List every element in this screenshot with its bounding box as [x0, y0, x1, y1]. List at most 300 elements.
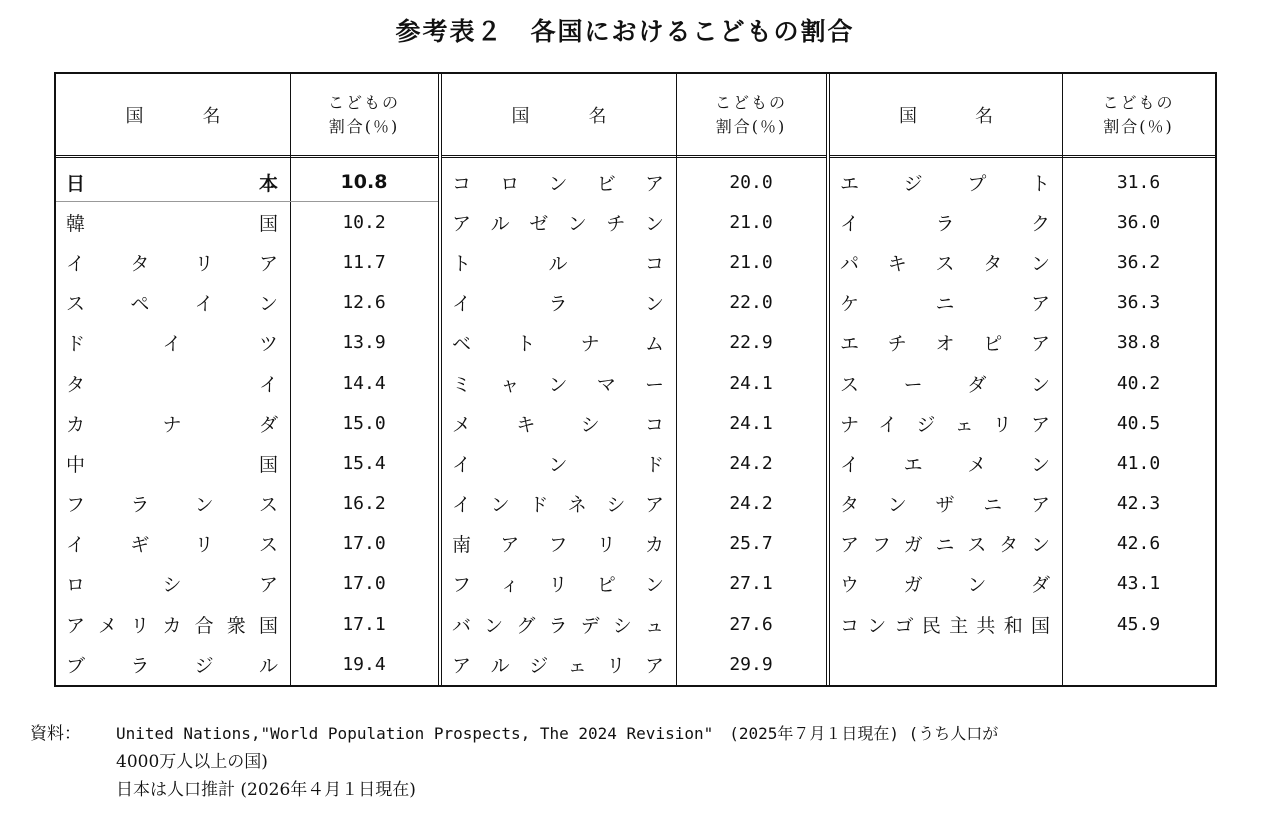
country-name-char: ド	[66, 333, 86, 356]
country-name-char: ピ	[983, 333, 1003, 356]
country-name	[66, 162, 278, 202]
country-name	[66, 524, 278, 564]
country-name	[452, 443, 664, 483]
header-ratio	[676, 74, 826, 155]
ratio-value: 15.4	[342, 452, 386, 474]
country-name-char: ア	[1030, 333, 1050, 356]
header-ratio-line: こどもの	[327, 92, 400, 112]
country-name-char: ダ	[1030, 574, 1050, 597]
country-name	[840, 403, 1050, 443]
header-country	[442, 74, 676, 155]
ratio-value: 20.0	[729, 171, 773, 193]
table-row	[830, 604, 1215, 644]
country-name-char: ロ	[66, 574, 86, 597]
country-name	[452, 644, 664, 684]
country-name-char: ン	[644, 574, 664, 597]
country-name-char: ギ	[130, 534, 150, 557]
ratio-value: 40.2	[1116, 372, 1161, 394]
ratio-value: 38.8	[1116, 332, 1161, 354]
table-row	[442, 443, 826, 483]
ratio-value: 24.1	[729, 372, 773, 394]
country-name-char: ア	[452, 212, 472, 235]
country-name	[452, 604, 664, 644]
country-name-char: ル	[490, 212, 510, 235]
country-name	[840, 242, 1050, 282]
table-row	[56, 564, 438, 604]
ratio-value: 24.2	[729, 452, 773, 474]
country-name	[66, 443, 278, 483]
country-name	[66, 283, 278, 323]
table-row	[56, 242, 438, 282]
country-name-char: チ	[887, 333, 907, 356]
header-country-char: 名	[202, 105, 221, 127]
country-name-char: ミ	[452, 373, 472, 396]
table-row	[830, 202, 1215, 242]
country-name-char: 民	[921, 614, 941, 637]
header-country-char: 国	[125, 105, 144, 127]
country-name	[452, 242, 664, 282]
country-name-char: ダ	[967, 373, 987, 396]
country-name-char: ナ	[162, 413, 182, 436]
country-name-char: ン	[1030, 252, 1050, 275]
country-name-char: ド	[529, 494, 549, 517]
table-row	[830, 524, 1215, 564]
ratio-value: 42.3	[1116, 493, 1161, 515]
country-name-char: ト	[1030, 172, 1050, 195]
column-header	[830, 74, 1215, 158]
country-name-char: ラ	[548, 293, 568, 316]
country-name-char: ル	[490, 654, 510, 677]
country-name-char: ャ	[500, 373, 520, 396]
country-name-char: ジ	[194, 654, 214, 677]
country-name-char: カ	[644, 534, 664, 557]
country-name-char: フ	[548, 534, 568, 557]
table-row	[830, 363, 1215, 403]
country-name-char: イ	[452, 293, 472, 316]
column-header	[56, 74, 438, 158]
country-name-char: キ	[887, 252, 907, 275]
header-ratio-line: 割合(％)	[328, 116, 400, 136]
country-name-char: ェ	[954, 413, 974, 436]
ratio-value: 31.6	[1116, 171, 1161, 193]
country-name-char: ゼ	[529, 212, 549, 235]
table-row	[442, 202, 826, 242]
country-name-char: ー	[903, 373, 923, 396]
table-rows	[830, 162, 1215, 644]
notes-line-1: United Nations,"World Population Prospects, The 2024 Revision" (2025年７月１日現在) (うち人口が	[116, 724, 999, 743]
country-name	[840, 443, 1050, 483]
country-name-char: リ	[130, 614, 150, 637]
table-row	[442, 323, 826, 363]
country-name-char: キ	[516, 413, 536, 436]
country-name-char: 合	[194, 614, 214, 637]
table-row	[56, 323, 438, 363]
country-name	[66, 604, 278, 644]
country-name	[452, 524, 664, 564]
country-name	[840, 363, 1050, 403]
country-name-char: 本	[258, 172, 278, 195]
country-name	[840, 484, 1050, 524]
country-name-char: ク	[1030, 212, 1050, 235]
ratio-value: 43.1	[1116, 573, 1161, 595]
table-row	[56, 202, 438, 242]
country-name-char: 南	[452, 534, 472, 557]
country-name-char: シ	[606, 494, 626, 517]
country-name	[452, 484, 664, 524]
table-row	[830, 162, 1215, 202]
table-row	[830, 564, 1215, 604]
table-row	[56, 403, 438, 443]
country-name-char: ル	[548, 252, 568, 275]
country-name-char: ケ	[840, 293, 860, 316]
country-name-char: カ	[66, 413, 86, 436]
country-name-char: ア	[258, 252, 278, 275]
table-row	[442, 403, 826, 443]
country-name-char: エ	[840, 333, 860, 356]
country-name	[66, 323, 278, 363]
country-name-char: ン	[194, 494, 214, 517]
table-row	[442, 644, 826, 684]
country-name-char: ア	[644, 654, 664, 677]
country-name-char: チ	[606, 212, 626, 235]
ratio-value: 12.6	[342, 292, 386, 314]
country-name-char: ェ	[567, 654, 587, 677]
country-name-char: ス	[935, 252, 955, 275]
country-name-char: ア	[840, 534, 860, 557]
country-name-char: ガ	[903, 534, 923, 557]
country-name-char: タ	[840, 494, 860, 517]
table-block-2	[442, 74, 830, 685]
country-name-char: メ	[98, 614, 118, 637]
country-name-char: ス	[840, 373, 860, 396]
ratio-value: 19.4	[342, 653, 386, 675]
country-name-char: コ	[644, 252, 664, 275]
country-name-char: ン	[644, 293, 664, 316]
table-row	[442, 363, 826, 403]
ratio-value: 36.0	[1116, 211, 1161, 233]
country-name-char: 共	[976, 614, 996, 637]
header-country-char: 名	[975, 105, 993, 127]
country-name-char: リ	[992, 413, 1012, 436]
ratio-value: 10.8	[340, 171, 388, 194]
country-name-char: 和	[1003, 614, 1023, 637]
country-name-char: ビ	[596, 172, 616, 195]
country-name-char: メ	[967, 453, 987, 476]
country-name-char: ン	[644, 212, 664, 235]
country-name-char: ト	[452, 252, 472, 275]
country-name-char: ベ	[452, 333, 472, 356]
country-name-char: ン	[548, 453, 568, 476]
country-name-char: ジ	[903, 172, 923, 195]
ratio-value: 21.0	[729, 211, 773, 233]
country-name-char: イ	[66, 252, 86, 275]
country-name-char: エ	[903, 453, 923, 476]
notes-label: 資料：	[30, 724, 81, 744]
country-name-char: シ	[580, 413, 600, 436]
table-row	[830, 443, 1215, 483]
ratio-value: 25.7	[729, 533, 773, 555]
table-row	[830, 242, 1215, 282]
ratio-value: 36.3	[1116, 292, 1161, 314]
country-name-char: マ	[596, 373, 616, 396]
country-name-char: ン	[490, 494, 510, 517]
header-ratio-line: 割合(％)	[1103, 116, 1174, 136]
country-name-char: ン	[887, 494, 907, 517]
country-name-char: リ	[194, 534, 214, 557]
page-title: 参考表２ 各国におけるこどもの割合	[395, 17, 855, 46]
country-name-char: ン	[548, 172, 568, 195]
country-name-char: フ	[871, 534, 891, 557]
country-name-char: ィ	[500, 574, 520, 597]
country-name-char: ド	[644, 453, 664, 476]
country-name-char: ン	[1030, 373, 1050, 396]
country-name	[452, 564, 664, 604]
country-name-char: ム	[644, 333, 664, 356]
country-name-char: ラ	[130, 494, 150, 517]
ratio-value: 27.6	[729, 613, 773, 635]
country-name-char: ー	[644, 373, 664, 396]
ratio-value: 17.0	[342, 533, 386, 555]
country-name-char: コ	[452, 172, 472, 195]
ratio-value: 45.9	[1116, 613, 1161, 635]
country-name	[840, 323, 1050, 363]
table-row	[442, 604, 826, 644]
country-name	[66, 564, 278, 604]
ratio-value: 27.1	[729, 573, 773, 595]
country-name-char: ラ	[130, 654, 150, 677]
country-name	[66, 242, 278, 282]
ratio-value: 22.9	[729, 332, 773, 354]
country-name-char: ガ	[903, 574, 923, 597]
table-row	[442, 564, 826, 604]
country-name-char: ニ	[935, 293, 955, 316]
ratio-value: 17.1	[342, 613, 386, 635]
country-name-char: 日	[66, 172, 86, 195]
country-name-char: ナ	[840, 413, 860, 436]
country-name-char: ウ	[840, 574, 860, 597]
table-block-1	[56, 74, 442, 685]
country-name-char: 衆	[226, 614, 246, 637]
country-name-char: 主	[949, 614, 969, 637]
ratio-value: 10.2	[342, 211, 386, 233]
country-name-char: ア	[66, 614, 86, 637]
ratio-value: 15.0	[342, 412, 386, 434]
country-name-char: メ	[452, 413, 472, 436]
country-name	[452, 202, 664, 242]
country-name-char: ニ	[935, 534, 955, 557]
country-name-char: シ	[162, 574, 182, 597]
ratio-value: 40.5	[1116, 412, 1161, 434]
country-name-char: ジ	[529, 654, 549, 677]
country-name-char: ア	[644, 172, 664, 195]
table-row	[56, 162, 438, 202]
country-name	[66, 202, 278, 242]
country-name-char: プ	[967, 172, 987, 195]
notes-line-2: 4000万人以上の国)	[116, 752, 268, 772]
ratio-value: 41.0	[1116, 452, 1161, 474]
country-name-char: 国	[1030, 614, 1050, 637]
country-name-char: 中	[66, 453, 86, 476]
country-name-char: ダ	[258, 413, 278, 436]
country-name-char: ア	[258, 574, 278, 597]
country-name-char: ス	[258, 494, 278, 517]
country-name-char: ン	[484, 614, 504, 637]
country-name-char: ア	[1030, 413, 1050, 436]
country-name-char: ネ	[567, 494, 587, 517]
country-name-char: イ	[258, 373, 278, 396]
ratio-value: 22.0	[729, 292, 773, 314]
country-name	[66, 644, 278, 684]
country-name	[452, 403, 664, 443]
country-name-char: フ	[452, 574, 472, 597]
country-name-char: ト	[516, 333, 536, 356]
header-country	[830, 74, 1062, 155]
country-name-char: ロ	[500, 172, 520, 195]
country-name-char: ュ	[644, 614, 664, 637]
table-row	[442, 162, 826, 202]
table-row	[830, 323, 1215, 363]
notes-line-3: 日本は人口推計 (2026年４月１日現在)	[116, 780, 416, 800]
country-name	[452, 323, 664, 363]
table-row	[442, 283, 826, 323]
table-row	[830, 403, 1215, 443]
country-name-char: タ	[983, 252, 1003, 275]
table-row	[56, 524, 438, 564]
country-name-char: タ	[66, 373, 86, 396]
country-name-char: ペ	[130, 293, 150, 316]
country-name-char: コ	[644, 413, 664, 436]
table-row	[830, 484, 1215, 524]
header-country-char: 名	[588, 105, 607, 127]
country-name-char: シ	[612, 614, 632, 637]
country-name-char: ブ	[66, 654, 86, 677]
country-name-char: ル	[258, 654, 278, 677]
country-name	[66, 403, 278, 443]
country-name-char: ア	[500, 534, 520, 557]
country-name	[452, 283, 664, 323]
table-row	[56, 283, 438, 323]
country-name	[66, 363, 278, 403]
country-name-char: ザ	[935, 494, 955, 517]
country-name-char: イ	[452, 453, 472, 476]
ratio-value: 13.9	[342, 332, 386, 354]
country-name-char: イ	[840, 453, 860, 476]
header-ratio-line: こどもの	[714, 92, 787, 112]
header-ratio	[290, 74, 438, 155]
country-name-char: イ	[840, 212, 860, 235]
ratio-value: 24.2	[729, 493, 773, 515]
country-name	[840, 524, 1050, 564]
header-ratio-line: こどもの	[1102, 92, 1175, 112]
table-row	[56, 484, 438, 524]
country-name-char: ア	[644, 494, 664, 517]
country-name-char: パ	[840, 252, 860, 275]
country-name-char: イ	[878, 413, 898, 436]
country-name-char: フ	[66, 494, 86, 517]
country-name-char: バ	[452, 614, 472, 637]
country-name	[452, 363, 664, 403]
table-row	[56, 363, 438, 403]
ratio-value: 17.0	[342, 573, 386, 595]
country-name	[840, 604, 1050, 644]
country-name-char: ス	[66, 293, 86, 316]
country-name-char: ピ	[596, 574, 616, 597]
header-ratio	[1062, 74, 1215, 155]
country-name-char: リ	[548, 574, 568, 597]
country-name-char: コ	[840, 614, 860, 637]
column-header	[442, 74, 826, 158]
country-name-char: ラ	[935, 212, 955, 235]
ratio-value: 24.1	[729, 412, 773, 434]
country-name	[840, 283, 1050, 323]
country-ratio-table	[54, 72, 1217, 687]
country-name-char: グ	[516, 614, 536, 637]
country-name-char: イ	[66, 534, 86, 557]
country-name-char: 国	[258, 614, 278, 637]
country-name	[452, 162, 664, 202]
country-name-char: ン	[1030, 453, 1050, 476]
country-name-char: ン	[967, 574, 987, 597]
country-name-char: 韓	[66, 212, 86, 235]
header-ratio-line: 割合(％)	[715, 116, 787, 136]
country-name-char: リ	[606, 654, 626, 677]
country-name-char: イ	[194, 293, 214, 316]
table-row	[56, 443, 438, 483]
country-name-char: カ	[162, 614, 182, 637]
country-name-char: ア	[452, 654, 472, 677]
country-name-char: リ	[596, 534, 616, 557]
country-name-char: ン	[867, 614, 887, 637]
ratio-value: 29.9	[729, 653, 773, 675]
country-name	[840, 202, 1050, 242]
ratio-value: 16.2	[342, 493, 386, 515]
table-row	[56, 604, 438, 644]
country-name-char: ン	[567, 212, 587, 235]
country-name-char: オ	[935, 333, 955, 356]
country-name-char: ン	[258, 293, 278, 316]
country-name-char: ニ	[983, 494, 1003, 517]
country-name-char: 国	[258, 212, 278, 235]
country-name-char: ナ	[580, 333, 600, 356]
table-rows	[442, 162, 826, 684]
table-row	[442, 484, 826, 524]
ratio-value: 36.2	[1116, 251, 1161, 273]
country-name-char: ス	[258, 534, 278, 557]
ratio-value: 14.4	[342, 372, 386, 394]
country-name-char: ゴ	[894, 614, 914, 637]
country-name-char: デ	[580, 614, 600, 637]
table-row	[442, 242, 826, 282]
ratio-value: 11.7	[342, 251, 386, 273]
country-name-char: 国	[258, 453, 278, 476]
table-row	[830, 283, 1215, 323]
header-country	[56, 74, 290, 155]
country-name	[66, 484, 278, 524]
country-name	[840, 162, 1050, 202]
country-name-char: イ	[162, 333, 182, 356]
country-name-char: ス	[967, 534, 987, 557]
country-name-char: ラ	[548, 614, 568, 637]
country-name-char: ア	[1030, 494, 1050, 517]
country-name-char: ジ	[916, 413, 936, 436]
country-name-char: イ	[452, 494, 472, 517]
table-block-3	[830, 74, 1215, 685]
header-country-char: 国	[511, 105, 530, 127]
country-name	[840, 564, 1050, 604]
country-name-char: ン	[548, 373, 568, 396]
ratio-value: 21.0	[729, 251, 773, 273]
table-row	[442, 524, 826, 564]
